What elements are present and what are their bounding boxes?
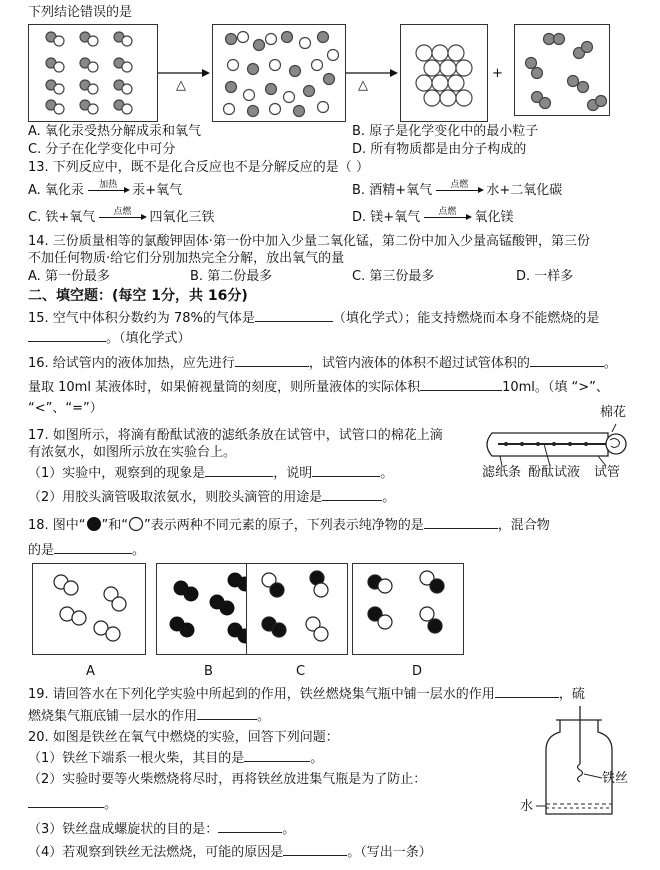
q12-option-b[interactable]: B. 原子是化学变化中的最小粒子: [352, 124, 539, 139]
heat-symbol-2: △: [358, 78, 368, 93]
q15-blank-1[interactable]: [255, 309, 333, 322]
condition-ignite: 点燃: [438, 207, 457, 217]
label-test-tube: 试管: [594, 465, 621, 480]
q20-line1: 20. 如图是铁丝在氧气中燃烧的实验，回答下列问题：: [28, 730, 339, 745]
q19-blank-2[interactable]: [197, 707, 257, 720]
q16-line2: 量取 10ml 某液体时，如果俯视量筒的刻度，则所量液体的实际体积 10ml。（填 “>”、: [28, 380, 609, 395]
q20-blank-3[interactable]: [218, 820, 282, 833]
black-atom-icon: [86, 516, 102, 532]
q18-line1: 18. 图中“ ”和“ ”表示两种不同元素的原子，下列表示纯净物的是 ，混合物: [28, 518, 550, 533]
q16-line1: 16. 给试管内的液体加热，应先进行 ，试管内液体的体积不超过试管体积的 。: [28, 356, 617, 371]
q12-stem: 下列结论错误的是: [28, 5, 133, 20]
q20-sub1: （1）铁丝下端系一根火柴，其目的是 。: [28, 751, 324, 766]
q16-line3: “<”、“=”）: [28, 401, 103, 416]
q13-stem: 13. 下列反应中，既不是化合反应也不是分解反应的是（ ）: [28, 160, 369, 175]
q13-option-b[interactable]: B. 酒精+氧气 点燃 水+二氧化碳: [352, 180, 563, 198]
q17-line1: 17. 如图所示，将滴有酚酞试液的滤纸条放在试管中，试管口的棉花上滴: [28, 428, 443, 443]
q13-option-d[interactable]: D. 镁+氧气 点燃 氧化镁: [352, 207, 514, 225]
q12-diagram-reactant: [28, 24, 158, 122]
q12-option-c[interactable]: C. 分子在化学变化中可分: [28, 142, 176, 157]
condition-heat: 加热: [99, 180, 118, 190]
q15-line1: 15. 空气中体积分数约为 78%的气体是 （填化学式）；能支持燃烧而本身不能燃烧的是: [28, 311, 600, 326]
gas-jar-figure: [540, 706, 620, 818]
label-filter-paper: 滤纸条: [482, 465, 522, 480]
q18-label-b: B: [204, 664, 213, 679]
q14-stem-line2: 不加任何物质·给它们分别加热完全分解，放出氧气的量: [28, 251, 345, 266]
q18-blank-2[interactable]: [54, 541, 132, 554]
q13-option-a[interactable]: A. 氧化汞 加热 汞+氧气: [28, 180, 183, 198]
plus-sign: +: [492, 66, 503, 81]
q12-diagram-oxygen: [514, 24, 610, 116]
q18-box-a[interactable]: [32, 563, 146, 655]
q14-option-b[interactable]: B. 第二份最多: [190, 269, 273, 284]
q15-blank-2[interactable]: [28, 329, 106, 342]
q14-stem-line1: 14. 三份质量相等的氯酸钾固体·第一份中加入少量二氧化锰，第二份中加入少量高锰酸钾，第三份: [28, 234, 590, 249]
q13-option-c[interactable]: C. 铁+氧气 点燃 四氧化三铁: [28, 207, 215, 225]
condition-ignite: 点燃: [450, 180, 469, 190]
q17-line2: 有浓氨水，如图所示放在实验台上。: [28, 445, 237, 460]
label-cotton: 棉花: [600, 405, 627, 420]
q20-sub3: （3）铁丝盘成螺旋状的目的是： 。: [28, 822, 296, 837]
label-phenolphthalein: 酚酞试液: [528, 465, 581, 480]
label-iron-wire: 铁丝: [602, 771, 629, 786]
q14-option-c[interactable]: C. 第三份最多: [352, 269, 435, 284]
label-water: 水: [520, 799, 534, 814]
q15-line2: 。（填化学式）: [28, 329, 191, 347]
q14-option-a[interactable]: A. 第一份最多: [28, 269, 110, 284]
q19-line2: 燃烧集气瓶底铺一层水的作用 。: [28, 709, 271, 724]
hg-and-o-atoms-figure: [213, 25, 345, 121]
oxygen-molecules-figure: [515, 25, 609, 115]
q18-figure-a: [33, 564, 145, 654]
condition-ignite: 点燃: [113, 207, 132, 217]
q12-option-a[interactable]: A. 氧化汞受热分解成汞和氧气: [28, 124, 201, 139]
q19-blank-1[interactable]: [495, 685, 559, 698]
q17-blank-2[interactable]: [312, 464, 380, 477]
section-title: 二、填空题：(每空 1分，共 16分): [28, 288, 248, 304]
q18-blank-1[interactable]: [424, 516, 498, 529]
q18-line2: 的是 。: [28, 543, 146, 558]
q20-blank-4[interactable]: [283, 843, 347, 856]
q17-sub2: （2）用胶头滴管吸取浓氨水，则胶头滴管的用途是 。: [28, 490, 396, 505]
q12-option-d[interactable]: D. 所有物质都是由分子构成的: [352, 142, 527, 157]
q18-box-d[interactable]: [352, 563, 464, 655]
q12-diagram-mercury: [400, 24, 488, 122]
q18-figure-d: [353, 564, 463, 654]
q20-blank-1[interactable]: [244, 749, 310, 762]
q18-label-d: D: [412, 664, 423, 679]
q14-option-d[interactable]: D. 一样多: [516, 269, 574, 284]
white-atom-icon: [128, 516, 144, 532]
q16-blank-3[interactable]: [420, 378, 502, 391]
q17-blank-3[interactable]: [322, 488, 382, 501]
q17-blank-1[interactable]: [205, 464, 273, 477]
q12-diagram-transition: [212, 24, 346, 122]
q20-sub2: （2）实验时要等火柴燃烧将尽时，再将铁丝放进集气瓶是为了防止：: [28, 772, 427, 787]
q20-blank-2[interactable]: [28, 795, 104, 808]
q18-label-c: C: [296, 664, 306, 679]
q19-line1: 19. 请回答水在下列化学实验中所起到的作用，铁丝燃烧集气瓶中铺一层水的作用 ，硫: [28, 687, 585, 702]
q18-figure-c: [247, 564, 347, 654]
hgo-molecules-figure: [29, 25, 157, 121]
q20-sub4: （4）若观察到铁丝无法燃烧，可能的原因是 。（写出一条）: [28, 845, 432, 860]
heat-arrow-2: [346, 62, 398, 92]
q20-sub2-answer: 。: [28, 795, 117, 813]
q18-label-a: A: [86, 664, 95, 679]
q18-box-c[interactable]: [246, 563, 348, 655]
mercury-atoms-figure: [401, 25, 487, 121]
q17-sub1: （1）实验中，观察到的现象是 ，说明 。: [28, 466, 394, 481]
q16-blank-2[interactable]: [530, 354, 604, 367]
heat-symbol-1: △: [176, 78, 186, 93]
q16-blank-1[interactable]: [235, 354, 309, 367]
